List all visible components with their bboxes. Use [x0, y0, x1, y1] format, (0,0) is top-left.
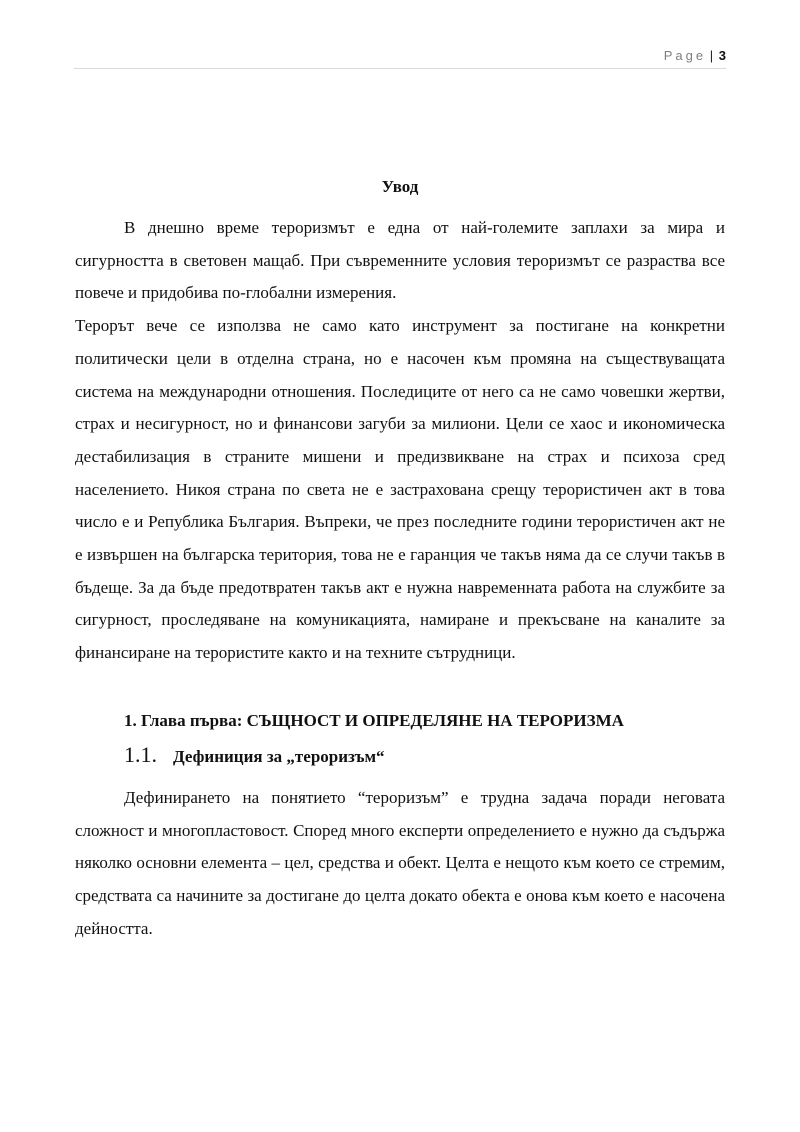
page-word: Page: [663, 48, 707, 63]
intro-title: Увод: [381, 177, 419, 196]
intro-paragraph-1: В днешно време тероризмът е една от най-големите заплахи за мира и сигурността в световен мащаб. При съвременните условия тероризмът се разраства все повече и придобива по-глобални измерения.: [75, 218, 725, 303]
section-paragraph: Дефинирането на понятието “тероризъм” е трудна задача поради неговата сложност и многопластовост. Според много експерти определението е нужно да съдържа няколко основни елемента – цел, средства и обект. Целта е нещото към което се стремим, средствата са начините за достигане до целта докато обекта е онова към което е насочена дейността.: [75, 787, 725, 938]
intro-paragraph-2: Терорът вече се използва не само като инструмент за постигане на конкретни политически цели в отделна страна, но е насочен към промяна на съществуващата система на международни отношения. Последиците от него са не само човешки жертви, страх и несигурност, но и финансови загуби за милиони. Цели се хаос и икономическа дестабилизация в страните мишени и предизвикване на страх и психоза сред населението. Никоя страна по света не е застрахована срещу терористичен акт в това число е и Република България. Въпреки, че през последните години терористичен акт не е извършен на българска територия, това не е гаранция че такъв няма да се случи такъв в бъдеще. За да бъде предотвратен такъв акт е нужна навременната работа на службите за сигурност, проследяване на комуникацията, намиране и прекъсване на каналите за финансиране на терористите както и на техните сътрудници.: [75, 316, 725, 663]
section-number: 1.1.: [124, 741, 157, 767]
page-number-label: [664, 48, 726, 64]
section-title: Дефиниция за „тероризъм“: [173, 746, 385, 766]
page-header: [74, 48, 726, 69]
section-heading: [124, 742, 725, 768]
document-body: [75, 176, 725, 945]
chapter-heading: 1. Глава първа: СЪЩНОСТ И ОПРЕДЕЛЯНЕ НА ТЕРОРИЗМА: [124, 710, 624, 730]
page-number: 3: [718, 48, 726, 63]
page-separator: |: [709, 48, 714, 63]
